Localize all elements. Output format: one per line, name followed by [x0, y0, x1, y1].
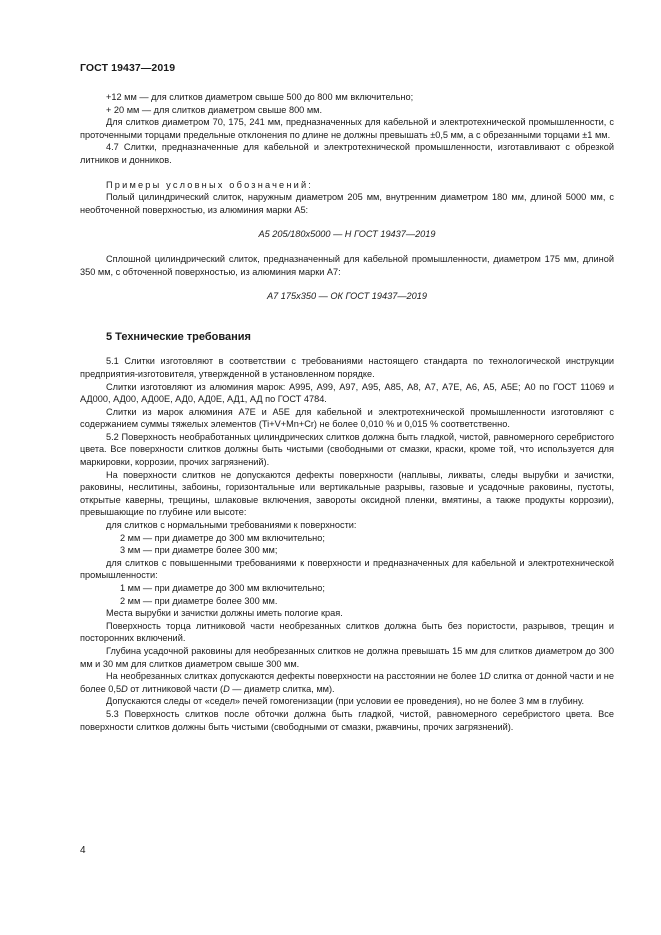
paragraph: Допускаются следы от «седел» печей гомогенизации (при условии ее проведения), но не более 3 мм в глубину. — [106, 696, 585, 707]
list-item: 3 мм — при диаметре более 300 мм; — [120, 545, 278, 556]
paragraph: + 20 мм — для слитков диаметром свыше 800 мм. — [106, 104, 323, 115]
list-item: 1 мм — при диаметре до 300 мм включительно; — [120, 583, 325, 593]
designation-example: А5 205/180х5000 — Н ГОСТ 19437—2019 — [258, 229, 436, 240]
paragraph: +12 мм — для слитков диаметром свыше 500 до 800 мм включительно; — [106, 92, 414, 102]
paragraph: Слитки из марок алюминия А7Е и А5Е для кабельной и электротехнической промышленности изготовляют с содержанием суммы тяжелых элементов (Ti+V+Mn+Cr) не более 0,010 % и 0,015 % соответственно. — [80, 406, 614, 430]
paragraph: для слитков с повышенными требованиями к поверхности и предназначенных для кабельной и электротехнической промышленности: — [80, 557, 614, 581]
paragraph: Сплошной цилиндрический слиток, предназначенный для кабельной промышленности, диаметром 175 мм, длиной 350 мм, с обточенной поверхностью, из алюминия марки А7: — [80, 253, 614, 277]
examples-heading: Примеры условных обозначений: — [106, 179, 314, 190]
text-run: слитка от донной части и не более 0,5 — [80, 671, 614, 694]
section-title: 5 Технические требования — [106, 330, 251, 343]
variable-d: D — [484, 671, 491, 682]
document-header: ГОСТ 19437—2019 — [80, 62, 176, 74]
paragraph: Глубина усадочной раковины для необрезанных слитков не должна превышать 15 мм для слитков диаметром до 300 мм и 30 мм для слитков диаметром свыше 300 мм. — [80, 645, 614, 669]
paragraph: 5.2 Поверхность необработанных цилиндрических слитков должна быть гладкой, чистой, равномерного серебристого цвета. Все поверхности слитков должны быть чистыми (свободными от смазки, краски, кроме той, что используется для маркировки, коррозии, прочих загрязнений). — [80, 431, 614, 468]
paragraph: Поверхность торца литниковой части необрезанных слитков должна быть без пористости, разрывов, трещин и посторонних включений. — [80, 620, 614, 644]
page-number: 4 — [80, 845, 86, 856]
variable-d: D — [223, 683, 230, 694]
variable-d: D — [121, 683, 128, 694]
paragraph: 5.3 Поверхность слитков после обточки должна быть гладкой, чистой, равномерного серебристого цвета. Все поверхности слитков должны быть чистыми (свободными от смазки, ржавчины, прочих загрязнений). — [80, 708, 614, 732]
paragraph: Слитки изготовляют из алюминия марок: А995, А99, А97, А95, А85, А8, А7, А7Е, А6, А5, А5Е; А0 по ГОСТ 11069 и АД000, АД00, АД00Е, АД0, АД0Е, АД1, АД по ГОСТ 4784. — [80, 381, 614, 405]
paragraph: Для слитков диаметром 70, 175, 241 мм, предназначенных для кабельной и электротехнической промышленности, с проточенными торцами предельные отклонения по длине не должны превышать ±0,5 мм, а с обрезанными торцами ±1 мм. — [80, 117, 614, 140]
paragraph: Места вырубки и зачистки должны иметь пологие края. — [106, 608, 343, 619]
list-item: 2 мм — при диаметре более 300 мм. — [120, 595, 278, 606]
designation-example: А7 175х350 — ОК ГОСТ 19437—2019 — [267, 291, 427, 302]
paragraph — [80, 670, 614, 695]
paragraph: 5.1 Слитки изготовляют в соответствии с требованиями настоящего стандарта по технологической инструкции предприятия-изготовителя, утвержденной в установленном порядке. — [80, 356, 614, 379]
document-body — [80, 91, 614, 733]
paragraph: для слитков с нормальными требованиями к поверхности: — [106, 520, 357, 531]
text-run: На необрезанных слитках допускаются дефекты поверхности на расстоянии не более 1 — [106, 671, 485, 682]
text-run: от литниковой части ( — [127, 683, 224, 694]
paragraph: Полый цилиндрический слиток, наружным диаметром 205 мм, внутренним диаметром 180 мм, длиной 5000 мм, с необточенной поверхностью, из алюминия марки А5: — [80, 192, 614, 215]
paragraph: 4.7 Слитки, предназначенные для кабельной и электротехнической промышленности, изготавливают с обрезкой литников и донников. — [80, 142, 614, 165]
list-item: 2 мм — при диаметре до 300 мм включительно; — [120, 532, 325, 543]
paragraph: На поверхности слитков не допускаются дефекты поверхности (наплывы, ликваты, следы вырубки и зачистки, раковины, неслитины, забоины, горизонтальные или вертикальные разрывы, газовые и усадочные раковины, пустоты, открытые каверны, трещины, шлаковые включения, завороты оксидной пленки, вмятины, а также продукты коррозии), превышающие по глубине или высоте: — [80, 469, 614, 518]
text-run: — диаметр слитка, мм). — [229, 683, 335, 694]
